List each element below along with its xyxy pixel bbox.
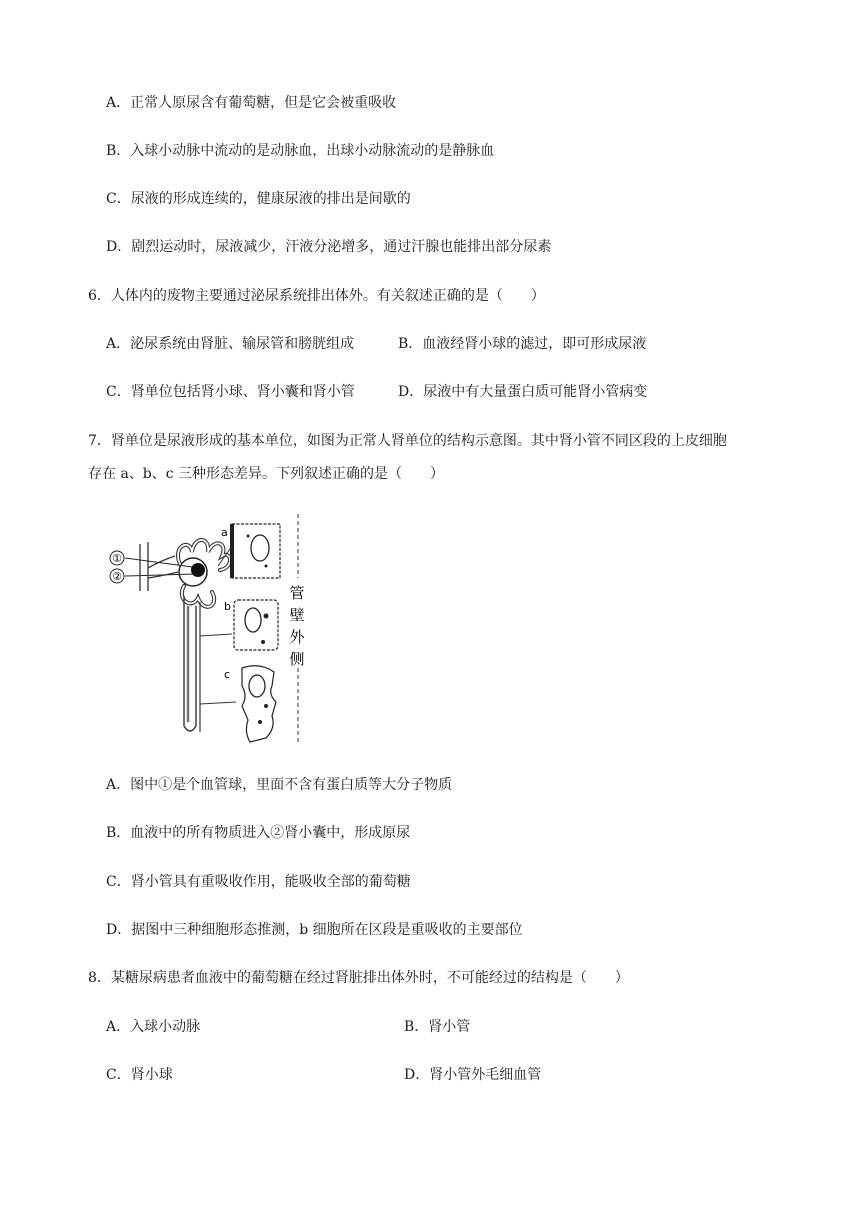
q6-option-d: D．尿液中有大量蛋白质可能肾小管病变 [398, 384, 648, 400]
cell-label-c: c [224, 668, 231, 681]
q8-option-a: A．入球小动脉 [106, 1019, 201, 1035]
side-text-3: 外 [289, 628, 305, 646]
q8-option-b: B．肾小管 [404, 1019, 471, 1035]
q8-option-d: D．肾小管外毛细血管 [404, 1067, 542, 1083]
cell-label-b: b [224, 600, 231, 613]
cell-label-a: a [221, 526, 228, 539]
side-text-4: 侧 [289, 650, 305, 668]
label-2: ② [112, 570, 122, 583]
q6-option-b: B．血液经肾小球的滤过，即可形成尿液 [398, 336, 647, 352]
label-1: ① [112, 552, 122, 565]
q7-stem-line1: 7．肾单位是尿液形成的基本单位，如图为正常人肾单位的结构示意图。其中肾小管不同区段的上皮细胞 [88, 433, 727, 449]
q5-option-a: A．正常人原尿含有葡萄糖，但是它会被重吸收 [106, 95, 397, 111]
q5-option-d: D．剧烈运动时，尿液减少，汗液分泌增多，通过汗腺也能排出部分尿素 [106, 239, 552, 255]
q5-option-b: B．入球小动脉中流动的是动脉血，出球小动脉流动的是静脉血 [106, 143, 495, 159]
q7-option-d: D．据图中三种细胞形态推测，b 细胞所在区段是重吸收的主要部位 [106, 922, 523, 938]
q7-option-a: A．图中①是个血管球，里面不含有蛋白质等大分子物质 [106, 777, 453, 793]
q7-option-c: C．肾小管具有重吸收作用，能吸收全部的葡萄糖 [106, 874, 411, 890]
nephron-diagram [100, 506, 310, 746]
q6-option-c: C．肾单位包括肾小球、肾小囊和肾小管 [106, 384, 355, 400]
q6-stem: 6．人体内的废物主要通过泌尿系统排出体外。有关叙述正确的是（ ） [88, 288, 545, 304]
q6-option-a: A．泌尿系统由肾脏、输尿管和膀胱组成 [106, 336, 355, 352]
q5-option-c: C．尿液的形成连续的，健康尿液的排出是间歇的 [106, 191, 411, 207]
q7-stem-line2: 存在 a、b、c 三种形态差异。下列叙述正确的是（ ） [88, 466, 445, 482]
q8-option-c: C．肾小球 [106, 1067, 173, 1083]
q7-option-b: B．血液中的所有物质进入②肾小囊中，形成原尿 [106, 825, 411, 841]
q8-stem: 8．某糖尿病患者血液中的葡萄糖在经过肾脏排出体外时，不可能经过的结构是（ ） [88, 970, 629, 986]
side-text-2: 壁 [289, 606, 305, 624]
side-text-1: 管 [289, 584, 305, 602]
